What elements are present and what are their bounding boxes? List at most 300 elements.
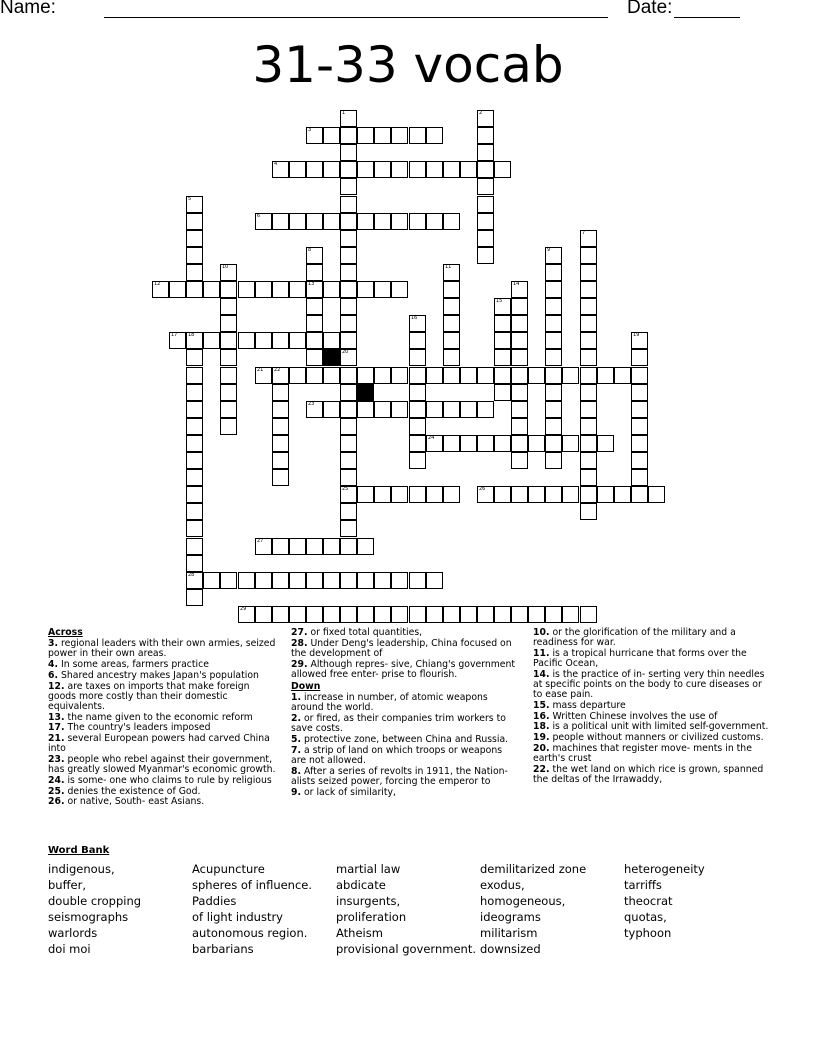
grid-cell[interactable] — [186, 384, 203, 401]
grid-cell[interactable] — [289, 538, 306, 555]
grid-cell[interactable] — [323, 332, 340, 349]
grid-cell[interactable] — [477, 161, 494, 178]
grid-cell[interactable] — [357, 127, 374, 144]
grid-cell[interactable] — [272, 332, 289, 349]
grid-cell[interactable] — [340, 281, 357, 298]
grid-cell[interactable] — [323, 281, 340, 298]
grid-cell[interactable] — [426, 213, 443, 230]
grid-cell[interactable] — [391, 401, 408, 418]
grid-cell[interactable] — [409, 367, 426, 384]
grid-cell[interactable] — [460, 401, 477, 418]
grid-cell[interactable] — [186, 486, 203, 503]
cell-number: 15 — [496, 298, 503, 304]
clue-across-6: 6. Shared ancestry makes Japan's population — [48, 669, 259, 681]
grid-cell[interactable] — [289, 213, 306, 230]
grid-cell[interactable] — [340, 264, 357, 281]
grid-cell[interactable] — [545, 606, 562, 623]
grid-cell[interactable] — [289, 606, 306, 623]
grid-cell[interactable] — [443, 298, 460, 315]
grid-cell[interactable] — [443, 367, 460, 384]
grid-cell[interactable] — [545, 452, 562, 469]
grid-cell[interactable] — [357, 538, 374, 555]
grid-cell[interactable] — [631, 401, 648, 418]
grid-cell[interactable] — [614, 367, 631, 384]
grid-cell[interactable] — [374, 572, 391, 589]
clue-across-13: 13. the name given to the economic reform — [48, 711, 253, 723]
word-bank-item: warlords — [48, 926, 98, 940]
grid-cell[interactable] — [289, 572, 306, 589]
grid-cell[interactable] — [340, 349, 357, 366]
grid-cell[interactable] — [220, 418, 237, 435]
grid-cell[interactable] — [409, 435, 426, 452]
grid-cell[interactable] — [186, 538, 203, 555]
grid-cell[interactable] — [391, 127, 408, 144]
grid-cell[interactable] — [511, 332, 528, 349]
grid-cell[interactable] — [220, 332, 237, 349]
grid-cell[interactable] — [374, 127, 391, 144]
grid-cell[interactable] — [186, 281, 203, 298]
grid-cell[interactable] — [511, 298, 528, 315]
grid-cell[interactable] — [272, 281, 289, 298]
grid-cell[interactable] — [255, 572, 272, 589]
grid-cell[interactable] — [545, 401, 562, 418]
grid-cell[interactable] — [477, 127, 494, 144]
grid-cell[interactable] — [186, 401, 203, 418]
grid-cell[interactable] — [186, 589, 203, 606]
grid-cell[interactable] — [580, 452, 597, 469]
grid-cell[interactable] — [580, 332, 597, 349]
grid-cell[interactable] — [220, 384, 237, 401]
grid-cell[interactable] — [477, 367, 494, 384]
grid-cell[interactable] — [580, 418, 597, 435]
grid-cell[interactable] — [494, 367, 511, 384]
grid-cell[interactable] — [374, 213, 391, 230]
grid-cell[interactable] — [511, 401, 528, 418]
clue-down-22: 22. the wet land on which rice is grown, spanned the deltas of the Irrawaddy, — [533, 763, 764, 785]
grid-cell[interactable] — [494, 298, 511, 315]
grid-cell[interactable] — [477, 401, 494, 418]
grid-cell[interactable] — [272, 572, 289, 589]
grid-cell[interactable] — [220, 315, 237, 332]
grid-cell[interactable] — [186, 520, 203, 537]
grid-cell[interactable] — [357, 281, 374, 298]
grid-cell[interactable] — [477, 230, 494, 247]
grid-cell[interactable] — [374, 281, 391, 298]
grid-cell[interactable] — [460, 606, 477, 623]
grid-cell[interactable] — [545, 247, 562, 264]
grid-cell[interactable] — [545, 349, 562, 366]
grid-cell[interactable] — [323, 538, 340, 555]
grid-cell[interactable] — [409, 572, 426, 589]
grid-cell[interactable] — [374, 161, 391, 178]
grid-cell[interactable] — [255, 332, 272, 349]
grid-cell[interactable] — [580, 503, 597, 520]
grid-cell[interactable] — [409, 315, 426, 332]
grid-cell[interactable] — [340, 178, 357, 195]
grid-cell[interactable] — [494, 332, 511, 349]
grid-cell[interactable] — [374, 606, 391, 623]
grid-cell[interactable] — [306, 281, 323, 298]
grid-cell[interactable] — [186, 264, 203, 281]
grid-cell[interactable] — [580, 606, 597, 623]
grid-cell[interactable] — [220, 281, 237, 298]
grid-cell[interactable] — [528, 606, 545, 623]
grid-cell[interactable] — [409, 213, 426, 230]
grid-cell[interactable] — [340, 127, 357, 144]
clue-across-4: 4. In some areas, farmers practice — [48, 659, 209, 671]
grid-cell[interactable] — [272, 452, 289, 469]
grid-cell[interactable] — [580, 486, 597, 503]
grid-cell[interactable] — [477, 110, 494, 127]
grid-cell[interactable] — [186, 332, 203, 349]
grid-cell[interactable] — [220, 349, 237, 366]
grid-cell[interactable] — [477, 144, 494, 161]
grid-cell[interactable] — [545, 384, 562, 401]
grid-cell[interactable] — [238, 572, 255, 589]
grid-cell[interactable] — [186, 230, 203, 247]
grid-cell[interactable] — [426, 435, 443, 452]
grid-cell[interactable] — [203, 572, 220, 589]
grid-cell[interactable] — [306, 247, 323, 264]
grid-cell[interactable] — [340, 486, 357, 503]
grid-cell[interactable] — [152, 281, 169, 298]
grid-cell[interactable] — [580, 264, 597, 281]
grid-cell[interactable] — [631, 435, 648, 452]
grid-cell[interactable] — [340, 161, 357, 178]
grid-cell[interactable] — [186, 452, 203, 469]
grid-cell[interactable] — [545, 435, 562, 452]
grid-cell[interactable] — [443, 332, 460, 349]
grid-cell[interactable] — [272, 161, 289, 178]
grid-cell[interactable] — [306, 298, 323, 315]
grid-cell[interactable] — [545, 281, 562, 298]
grid-cell[interactable] — [340, 401, 357, 418]
grid-cell[interactable] — [580, 384, 597, 401]
grid-cell[interactable] — [272, 435, 289, 452]
grid-cell[interactable] — [562, 367, 579, 384]
grid-cell[interactable] — [289, 281, 306, 298]
grid-cell[interactable] — [631, 349, 648, 366]
grid-cell[interactable] — [477, 247, 494, 264]
grid-cell[interactable] — [545, 315, 562, 332]
grid-cell[interactable] — [460, 435, 477, 452]
grid-cell[interactable] — [374, 401, 391, 418]
grid-cell[interactable] — [426, 401, 443, 418]
grid-cell[interactable] — [426, 127, 443, 144]
grid-cell[interactable] — [426, 572, 443, 589]
grid-cell[interactable] — [306, 264, 323, 281]
grid-cell[interactable] — [289, 161, 306, 178]
grid-cell[interactable] — [494, 606, 511, 623]
grid-cell[interactable] — [340, 452, 357, 469]
grid-cell[interactable] — [580, 435, 597, 452]
word-bank-item: typhoon — [624, 926, 672, 940]
grid-cell[interactable] — [409, 486, 426, 503]
grid-cell[interactable] — [220, 572, 237, 589]
grid-cell[interactable] — [477, 196, 494, 213]
grid-cell[interactable] — [391, 213, 408, 230]
grid-cell[interactable] — [426, 367, 443, 384]
grid-cell[interactable] — [340, 298, 357, 315]
grid-cell[interactable] — [597, 435, 614, 452]
grid-cell[interactable] — [340, 538, 357, 555]
grid-cell[interactable] — [631, 486, 648, 503]
grid-cell[interactable] — [631, 384, 648, 401]
grid-cell[interactable] — [511, 486, 528, 503]
grid-cell[interactable] — [391, 367, 408, 384]
grid-cell[interactable] — [238, 606, 255, 623]
grid-cell[interactable] — [238, 281, 255, 298]
grid-cell[interactable] — [220, 401, 237, 418]
grid-cell[interactable] — [409, 384, 426, 401]
grid-cell[interactable] — [357, 367, 374, 384]
grid-cell[interactable] — [340, 110, 357, 127]
clues-column-3 — [533, 628, 769, 786]
grid-cell[interactable] — [477, 213, 494, 230]
grid-cell[interactable] — [562, 435, 579, 452]
grid-cell[interactable] — [340, 144, 357, 161]
grid-cell[interactable] — [409, 606, 426, 623]
grid-cell[interactable] — [528, 486, 545, 503]
grid-cell[interactable] — [648, 486, 665, 503]
grid-cell[interactable] — [580, 281, 597, 298]
grid-cell[interactable] — [545, 332, 562, 349]
grid-cell[interactable] — [580, 298, 597, 315]
grid-cell[interactable] — [306, 349, 323, 366]
grid-cell[interactable] — [494, 435, 511, 452]
grid-cell[interactable] — [494, 486, 511, 503]
grid-cell[interactable] — [443, 401, 460, 418]
grid-cell[interactable] — [426, 606, 443, 623]
grid-cell[interactable] — [511, 606, 528, 623]
grid-cell[interactable] — [597, 367, 614, 384]
grid-cell[interactable] — [460, 367, 477, 384]
grid-cell[interactable] — [289, 367, 306, 384]
grid-cell[interactable] — [186, 418, 203, 435]
grid-cell[interactable] — [494, 161, 511, 178]
grid-cell[interactable] — [443, 161, 460, 178]
grid-cell[interactable] — [357, 572, 374, 589]
grid-cell[interactable] — [409, 349, 426, 366]
grid-cell[interactable] — [494, 315, 511, 332]
grid-cell[interactable] — [391, 486, 408, 503]
grid-cell[interactable] — [443, 213, 460, 230]
grid-cell[interactable] — [306, 127, 323, 144]
grid-cell[interactable] — [340, 435, 357, 452]
grid-cell[interactable] — [443, 486, 460, 503]
grid-cell[interactable] — [340, 196, 357, 213]
grid-cell[interactable] — [511, 435, 528, 452]
grid-cell[interactable] — [203, 332, 220, 349]
grid-cell[interactable] — [426, 486, 443, 503]
grid-cell[interactable] — [631, 452, 648, 469]
grid-cell[interactable] — [443, 606, 460, 623]
grid-cell[interactable] — [426, 161, 443, 178]
grid-cell[interactable] — [272, 606, 289, 623]
grid-cell[interactable] — [631, 469, 648, 486]
grid-cell[interactable] — [443, 349, 460, 366]
grid-cell[interactable] — [220, 264, 237, 281]
grid-cell[interactable] — [545, 486, 562, 503]
grid-cell[interactable] — [511, 418, 528, 435]
grid-cell[interactable] — [272, 469, 289, 486]
grid-cell[interactable] — [323, 127, 340, 144]
grid-cell[interactable] — [477, 435, 494, 452]
grid-cell[interactable] — [220, 367, 237, 384]
grid-cell[interactable] — [597, 486, 614, 503]
grid-cell[interactable] — [443, 281, 460, 298]
grid-cell[interactable] — [306, 401, 323, 418]
grid-cell[interactable] — [255, 606, 272, 623]
grid-cell[interactable] — [443, 435, 460, 452]
grid-cell[interactable] — [186, 196, 203, 213]
cell-number: 14 — [513, 281, 520, 287]
grid-cell[interactable] — [340, 606, 357, 623]
grid-cell[interactable] — [357, 486, 374, 503]
grid-cell[interactable] — [169, 281, 186, 298]
grid-cell[interactable] — [340, 247, 357, 264]
grid-cell[interactable] — [614, 486, 631, 503]
grid-cell[interactable] — [238, 332, 255, 349]
cell-number: 13 — [308, 281, 315, 287]
grid-cell[interactable] — [306, 572, 323, 589]
grid-cell[interactable] — [528, 435, 545, 452]
grid-cell[interactable] — [357, 606, 374, 623]
grid-cell[interactable] — [306, 606, 323, 623]
grid-cell[interactable] — [340, 572, 357, 589]
grid-cell[interactable] — [460, 161, 477, 178]
grid-cell[interactable] — [272, 367, 289, 384]
grid-cell[interactable] — [511, 315, 528, 332]
grid-cell[interactable] — [511, 367, 528, 384]
grid-cell[interactable] — [580, 247, 597, 264]
grid-cell[interactable] — [580, 401, 597, 418]
grid-cell[interactable] — [186, 469, 203, 486]
grid-cell[interactable] — [306, 213, 323, 230]
grid-cell[interactable] — [340, 315, 357, 332]
grid-cell[interactable] — [409, 418, 426, 435]
grid-cell[interactable] — [631, 367, 648, 384]
grid-cell[interactable] — [562, 606, 579, 623]
grid-cell[interactable] — [306, 332, 323, 349]
grid-cell[interactable] — [511, 384, 528, 401]
grid-cell[interactable] — [562, 486, 579, 503]
grid-cell[interactable] — [477, 486, 494, 503]
grid-cell[interactable] — [580, 315, 597, 332]
grid-cell[interactable] — [186, 247, 203, 264]
grid-cell[interactable] — [374, 367, 391, 384]
grid-cell[interactable] — [340, 213, 357, 230]
grid-cell[interactable] — [340, 469, 357, 486]
grid-cell[interactable] — [357, 161, 374, 178]
grid-cell[interactable] — [306, 161, 323, 178]
grid-cell[interactable] — [391, 572, 408, 589]
grid-cell[interactable] — [323, 401, 340, 418]
grid-cell[interactable] — [306, 538, 323, 555]
grid-cell[interactable] — [340, 367, 357, 384]
grid-cell[interactable] — [220, 298, 237, 315]
grid-cell[interactable] — [272, 418, 289, 435]
grid-cell[interactable] — [511, 349, 528, 366]
grid-cell[interactable] — [340, 520, 357, 537]
grid-cell[interactable] — [255, 213, 272, 230]
grid-cell[interactable] — [186, 349, 203, 366]
grid-cell[interactable] — [203, 281, 220, 298]
grid-cell[interactable] — [511, 281, 528, 298]
grid-cell[interactable] — [272, 213, 289, 230]
grid-cell[interactable] — [169, 332, 186, 349]
grid-cell[interactable] — [255, 538, 272, 555]
grid-cell[interactable] — [272, 538, 289, 555]
grid-cell[interactable] — [494, 349, 511, 366]
grid-cell[interactable] — [631, 332, 648, 349]
grid-cell[interactable] — [443, 264, 460, 281]
grid-cell[interactable] — [545, 367, 562, 384]
grid-cell[interactable] — [255, 367, 272, 384]
grid-cell[interactable] — [357, 401, 374, 418]
grid-cell[interactable] — [186, 555, 203, 572]
grid-cell[interactable] — [306, 367, 323, 384]
grid-cell[interactable] — [409, 401, 426, 418]
grid-cell[interactable] — [545, 418, 562, 435]
grid-cell[interactable] — [409, 452, 426, 469]
grid-cell[interactable] — [340, 503, 357, 520]
grid-cell[interactable] — [580, 349, 597, 366]
grid-cell[interactable] — [477, 178, 494, 195]
grid-cell[interactable] — [494, 384, 511, 401]
grid-cell[interactable] — [580, 367, 597, 384]
grid-cell[interactable] — [186, 572, 203, 589]
grid-cell[interactable] — [374, 486, 391, 503]
grid-cell[interactable] — [545, 298, 562, 315]
grid-cell[interactable] — [545, 264, 562, 281]
grid-cell[interactable] — [580, 469, 597, 486]
grid-cell[interactable] — [306, 315, 323, 332]
grid-cell[interactable] — [528, 367, 545, 384]
grid-cell[interactable] — [186, 503, 203, 520]
grid-cell[interactable] — [340, 332, 357, 349]
grid-cell[interactable] — [323, 213, 340, 230]
grid-cell[interactable] — [323, 161, 340, 178]
grid-cell[interactable] — [255, 281, 272, 298]
grid-cell[interactable] — [477, 606, 494, 623]
grid-cell[interactable] — [580, 230, 597, 247]
grid-cell[interactable] — [323, 606, 340, 623]
grid-cell[interactable] — [340, 230, 357, 247]
grid-cell[interactable] — [391, 161, 408, 178]
grid-cell[interactable] — [409, 127, 426, 144]
clue-down-18: 18. is a political unit with limited self-government. — [533, 721, 769, 733]
grid-cell[interactable] — [391, 606, 408, 623]
grid-cell[interactable] — [340, 418, 357, 435]
grid-cell[interactable] — [409, 161, 426, 178]
grid-cell[interactable] — [443, 315, 460, 332]
grid-cell[interactable] — [323, 572, 340, 589]
grid-cell[interactable] — [186, 435, 203, 452]
grid-cell[interactable] — [186, 213, 203, 230]
grid-cell[interactable] — [272, 384, 289, 401]
grid-cell[interactable] — [357, 213, 374, 230]
grid-cell[interactable] — [289, 332, 306, 349]
grid-cell[interactable] — [186, 367, 203, 384]
grid-cell[interactable] — [409, 332, 426, 349]
grid-cell[interactable] — [272, 401, 289, 418]
grid-cell[interactable] — [340, 384, 357, 401]
grid-cell[interactable] — [391, 281, 408, 298]
grid-cell[interactable] — [511, 452, 528, 469]
grid-cell[interactable] — [631, 418, 648, 435]
grid-cell[interactable] — [323, 367, 340, 384]
